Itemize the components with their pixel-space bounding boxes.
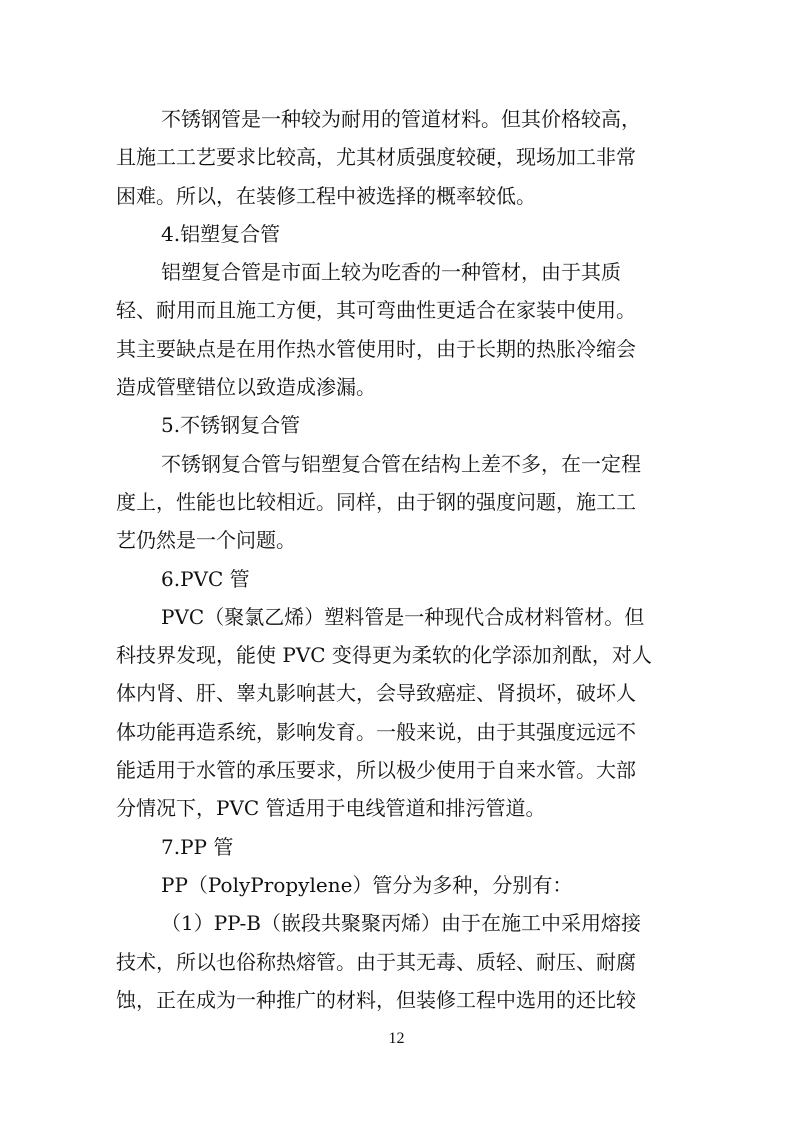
text-line: PVC（聚氯乙烯）塑料管是一种现代合成材料管材。但	[161, 604, 645, 629]
text-line: 体内肾、肝、睾丸影响甚大，会导致癌症、肾损坏，破坏人	[116, 681, 636, 706]
section-heading: 7.PP 管	[161, 834, 234, 859]
paragraph	[116, 445, 678, 560]
text-line: 能适用于水管的承压要求，所以极少使用于自来水管。大部	[116, 758, 636, 783]
page-body	[116, 100, 678, 1019]
text-line: 不锈钢管是一种较为耐用的管道材料。但其价格较高，	[161, 107, 641, 131]
text-line: 艺仍然是一个问题。	[116, 528, 296, 553]
paragraph	[116, 866, 678, 904]
paragraph	[116, 100, 678, 215]
text-line: 体功能再造系统，影响发育。一般来说，由于其强度远远不	[116, 719, 636, 744]
section-heading: 6.PVC 管	[161, 566, 250, 591]
paragraph	[116, 253, 678, 406]
text-line: 度上，性能也比较相近。同样，由于钢的强度问题，施工工	[116, 489, 636, 514]
text-line: 困难。所以，在装修工程中被选择的概率较低。	[116, 183, 536, 208]
section-heading: 5.不锈钢复合管	[161, 413, 301, 438]
text-line: （1）PP-B（嵌段共聚聚丙烯）由于在施工中采用熔接	[161, 911, 641, 936]
section-heading: 4.铝塑复合管	[161, 221, 281, 246]
page-number: 12	[388, 1030, 405, 1047]
text-line: 轻、耐用而且施工方便，其可弯曲性更适合在家装中使用。	[116, 298, 636, 323]
text-line: 技术，所以也俗称热熔管。由于其无毒、质轻、耐压、耐腐	[116, 949, 636, 974]
text-line: 分情况下，PVC 管适用于电线管道和排污管道。	[116, 796, 546, 821]
text-line: 科技界发现，能使 PVC 变得更为柔软的化学添加剂酞，对人	[116, 643, 652, 668]
text-line: PP（PolyPropylene）管分为多种，分别有：	[161, 872, 573, 897]
text-line: 铝塑复合管是市面上较为吃香的一种管材，由于其质	[161, 260, 621, 285]
text-line: 其主要缺点是在用作热水管使用时，由于长期的热胀冷缩会	[116, 336, 636, 361]
paragraph	[116, 904, 678, 1019]
paragraph	[116, 598, 678, 828]
text-line: 蚀，正在成为一种推广的材料，但装修工程中选用的还比较	[116, 987, 636, 1012]
text-line: 不锈钢复合管与铝塑复合管在结构上差不多，在一定程	[161, 451, 641, 476]
text-line: 造成管壁错位以致造成渗漏。	[116, 375, 376, 400]
text-line: 且施工工艺要求比较高，尤其材质强度较硬，现场加工非常	[116, 145, 636, 170]
